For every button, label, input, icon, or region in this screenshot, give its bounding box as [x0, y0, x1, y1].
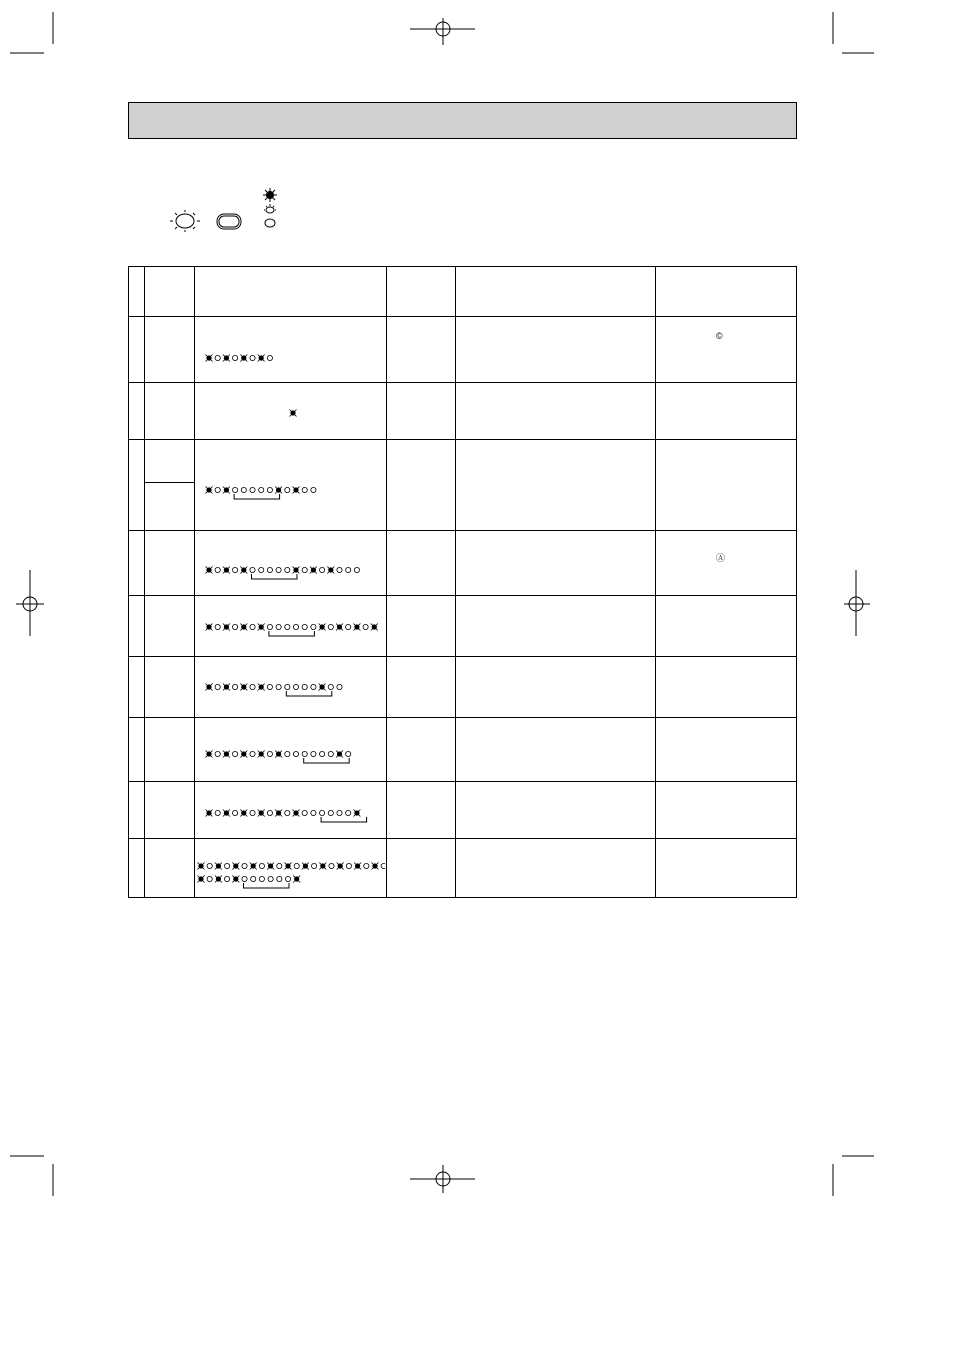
off-led-icon	[267, 624, 272, 629]
table-row	[129, 531, 797, 596]
blinking-led-icon	[215, 862, 222, 869]
header-time	[387, 267, 456, 317]
off-led-icon	[320, 567, 325, 572]
off-led-icon	[328, 751, 333, 756]
row-content	[456, 317, 656, 383]
brace-marker	[321, 817, 367, 822]
off-led-icon	[267, 355, 272, 360]
off-led-icon	[302, 684, 307, 689]
blinking-led-icon	[290, 409, 297, 416]
off-led-icon	[346, 624, 351, 629]
brace-marker	[269, 631, 315, 636]
off-led-icon	[311, 624, 316, 629]
blinking-led-icon	[240, 683, 247, 690]
off-led-icon	[328, 684, 333, 689]
led-pattern-icon	[195, 384, 385, 439]
indicator-diagnosis-table	[128, 266, 797, 898]
row-item	[145, 440, 195, 531]
brace-marker	[244, 883, 290, 888]
header-pattern	[195, 267, 387, 317]
off-led-icon	[337, 684, 342, 689]
off-led-icon	[267, 810, 272, 815]
off-led-icon	[311, 751, 316, 756]
row-remedy	[656, 531, 797, 596]
off-led-icon	[225, 863, 230, 868]
row-content	[456, 718, 656, 782]
off-led-icon	[215, 487, 220, 492]
off-led-icon	[207, 863, 212, 868]
off-led-icon	[276, 684, 281, 689]
blinking-lamp-icon	[170, 210, 200, 232]
row-pattern	[195, 531, 387, 596]
table-row	[129, 782, 797, 839]
off-led-icon	[285, 624, 290, 629]
off-led-icon	[285, 876, 290, 881]
blinking-led-icon	[258, 750, 265, 757]
off-led-icon	[311, 684, 316, 689]
row-time	[387, 596, 456, 657]
off-led-icon	[267, 751, 272, 756]
off-led-icon	[233, 810, 238, 815]
row-time	[387, 657, 456, 718]
row-time	[387, 531, 456, 596]
off-led-icon	[250, 624, 255, 629]
table-row	[129, 317, 797, 383]
off-led-icon	[337, 810, 342, 815]
off-led-icon	[346, 567, 351, 572]
blinking-led-icon	[223, 354, 230, 361]
off-led-icon	[259, 567, 264, 572]
blinking-led-icon	[206, 623, 213, 630]
off-led-icon	[241, 487, 246, 492]
blinking-led-icon	[293, 566, 300, 573]
blinking-led-icon	[240, 566, 247, 573]
blinking-led-icon	[206, 566, 213, 573]
blinking-led-icon	[353, 809, 360, 816]
row-content	[456, 839, 656, 898]
off-led-icon	[250, 567, 255, 572]
off-led-icon	[276, 624, 281, 629]
blinking-led-icon	[267, 862, 274, 869]
blinking-led-icon	[223, 809, 230, 816]
row-no	[129, 440, 145, 531]
row-no	[129, 383, 145, 440]
off-led-icon	[354, 567, 359, 572]
blinking-led-icon	[240, 750, 247, 757]
led-pattern-icon	[195, 597, 385, 656]
row-content	[456, 440, 656, 531]
off-led-icon	[328, 810, 333, 815]
blinking-led-icon	[319, 862, 326, 869]
blinking-led-icon	[327, 566, 334, 573]
row-no	[129, 718, 145, 782]
item-divider	[145, 482, 194, 483]
off-led-icon	[259, 487, 264, 492]
blinking-led-icon	[353, 623, 360, 630]
blinking-led-icon	[258, 683, 265, 690]
row-item	[145, 782, 195, 839]
off-led-icon	[250, 751, 255, 756]
row-remedy	[656, 596, 797, 657]
off-led-icon	[364, 863, 369, 868]
row-time	[387, 718, 456, 782]
blinking-led-icon	[337, 862, 344, 869]
row-remedy	[656, 839, 797, 898]
off-led-icon	[320, 810, 325, 815]
row-pattern	[195, 657, 387, 718]
blinking-led-icon	[319, 683, 326, 690]
off-led-icon	[215, 624, 220, 629]
legend-icons	[160, 185, 460, 235]
table-row	[129, 839, 797, 898]
led-pattern-icon	[195, 783, 385, 838]
row-remedy	[656, 718, 797, 782]
blinking-led-icon	[206, 809, 213, 816]
row-no	[129, 782, 145, 839]
row-no	[129, 596, 145, 657]
off-led-icon	[363, 624, 368, 629]
blinking-led-icon	[371, 623, 378, 630]
circled-a-mark: Ⓐ	[716, 553, 726, 563]
blinking-led-icon	[275, 486, 282, 493]
row-no	[129, 839, 145, 898]
row-pattern	[195, 383, 387, 440]
lamp-legend	[160, 185, 460, 235]
off-led-icon	[215, 810, 220, 815]
table-row	[129, 718, 797, 782]
off-led-icon	[267, 684, 272, 689]
blinking-led-icon	[206, 486, 213, 493]
off-led-icon	[320, 751, 325, 756]
blinking-led-icon	[372, 862, 379, 869]
row-pattern	[195, 839, 387, 898]
off-led-icon	[225, 876, 230, 881]
off-led-icon	[242, 876, 247, 881]
row-item	[145, 657, 195, 718]
brace-marker	[304, 758, 350, 763]
off-led-icon	[215, 751, 220, 756]
off-led-icon	[346, 810, 351, 815]
row-pattern	[195, 317, 387, 383]
off-led-icon	[215, 684, 220, 689]
blinking-led-icon	[285, 862, 292, 869]
off-led-icon	[276, 567, 281, 572]
row-time	[387, 839, 456, 898]
off-led-icon	[233, 487, 238, 492]
led-pattern-icon	[195, 719, 385, 781]
blinking-led-icon	[206, 750, 213, 757]
blinking-led-icon	[198, 862, 205, 869]
blinking-led-icon	[258, 623, 265, 630]
off-led-icon	[259, 876, 264, 881]
row-pattern	[195, 596, 387, 657]
header-content	[456, 267, 656, 317]
row-remedy	[656, 383, 797, 440]
off-led-icon	[302, 810, 307, 815]
blinking-led-icon	[198, 875, 205, 882]
off-led-icon	[302, 567, 307, 572]
row-time	[387, 782, 456, 839]
row-item	[145, 383, 195, 440]
blinking-led-icon	[293, 486, 300, 493]
row-content	[456, 657, 656, 718]
row-no	[129, 317, 145, 383]
off-led-icon	[268, 876, 273, 881]
off-led-icon	[328, 624, 333, 629]
off-led-icon	[302, 624, 307, 629]
off-led-icon	[233, 751, 238, 756]
off-led-icon	[242, 863, 247, 868]
off-led-icon	[250, 810, 255, 815]
row-no	[129, 657, 145, 718]
blinking-led-icon	[232, 862, 239, 869]
off-led-icon	[293, 751, 298, 756]
off-led-icon	[267, 567, 272, 572]
off-led-icon	[312, 863, 317, 868]
row-pattern	[195, 718, 387, 782]
blinking-led-icon	[302, 862, 309, 869]
table-row	[129, 596, 797, 657]
blinking-led-icon	[232, 875, 239, 882]
blinking-led-icon	[336, 750, 343, 757]
off-led-icon	[207, 876, 212, 881]
row-item	[145, 718, 195, 782]
off-led-icon	[293, 684, 298, 689]
brace-marker	[234, 494, 280, 499]
row-item	[145, 596, 195, 657]
off-led-icon	[329, 863, 334, 868]
row-pattern	[195, 782, 387, 839]
brace-marker	[252, 574, 298, 579]
off-led-icon	[233, 355, 238, 360]
row-remedy	[656, 657, 797, 718]
row-remedy	[656, 317, 797, 383]
brace-marker	[286, 691, 332, 696]
blinking-led-icon	[223, 750, 230, 757]
led-pattern-icon	[195, 441, 385, 530]
off-led-icon	[250, 487, 255, 492]
lamp-on-icon	[263, 188, 277, 202]
off-led-icon	[233, 684, 238, 689]
off-led-icon	[233, 624, 238, 629]
row-time	[387, 317, 456, 383]
off-led-icon	[285, 684, 290, 689]
blinking-led-icon	[206, 354, 213, 361]
row-no	[129, 531, 145, 596]
blinking-led-icon	[310, 566, 317, 573]
table-row	[129, 383, 797, 440]
off-led-icon	[311, 487, 316, 492]
off-led-icon	[346, 751, 351, 756]
off-led-icon	[233, 567, 238, 572]
row-pattern	[195, 440, 387, 531]
led-pattern-icon	[195, 532, 385, 595]
blinking-led-icon	[275, 809, 282, 816]
blinking-led-icon	[275, 750, 282, 757]
blinking-led-icon	[240, 809, 247, 816]
off-led-icon	[302, 751, 307, 756]
blinking-led-icon	[250, 862, 257, 869]
header-no	[129, 267, 145, 317]
off-led-icon	[251, 876, 256, 881]
off-led-icon	[285, 487, 290, 492]
led-pattern-icon	[195, 658, 385, 717]
off-led-icon	[215, 355, 220, 360]
blinking-led-icon	[336, 623, 343, 630]
row-remedy	[656, 440, 797, 531]
circled-c-mark: ©	[716, 331, 723, 341]
row-item	[145, 839, 195, 898]
off-led-icon	[337, 567, 342, 572]
row-content	[456, 383, 656, 440]
blinking-led-icon	[258, 809, 265, 816]
off-led-icon	[302, 487, 307, 492]
blinking-led-icon	[258, 354, 265, 361]
lamp-off-icon	[265, 219, 275, 227]
off-led-icon	[277, 876, 282, 881]
row-item	[145, 531, 195, 596]
lamp-blinking-small-icon	[264, 204, 276, 213]
blinking-led-icon	[240, 623, 247, 630]
blinking-led-icon	[293, 875, 300, 882]
blinking-led-icon	[223, 486, 230, 493]
off-led-icon	[259, 863, 264, 868]
off-led-icon	[250, 684, 255, 689]
lamp-outline-icon	[217, 214, 241, 229]
row-content	[456, 531, 656, 596]
row-content	[456, 782, 656, 839]
off-led-icon	[250, 355, 255, 360]
table-row	[129, 440, 797, 531]
row-time	[387, 440, 456, 531]
led-pattern-icon	[195, 318, 385, 382]
off-led-icon	[381, 863, 385, 868]
header-remedy	[656, 267, 797, 317]
header-item	[145, 267, 195, 317]
blinking-led-icon	[240, 354, 247, 361]
row-remedy	[656, 782, 797, 839]
blinking-led-icon	[354, 862, 361, 869]
off-led-icon	[267, 487, 272, 492]
blinking-led-icon	[223, 623, 230, 630]
blinking-led-icon	[223, 683, 230, 690]
section-header-band	[128, 102, 797, 139]
off-led-icon	[346, 863, 351, 868]
blinking-led-icon	[319, 623, 326, 630]
blinking-led-icon	[293, 809, 300, 816]
led-pattern-icon	[195, 840, 385, 897]
off-led-icon	[285, 567, 290, 572]
off-led-icon	[311, 810, 316, 815]
off-led-icon	[215, 567, 220, 572]
table-row	[129, 657, 797, 718]
blinking-led-icon	[215, 875, 222, 882]
row-time	[387, 383, 456, 440]
off-led-icon	[294, 863, 299, 868]
off-led-icon	[285, 751, 290, 756]
row-content	[456, 596, 656, 657]
table-header-row	[129, 267, 797, 317]
off-led-icon	[277, 863, 282, 868]
blinking-led-icon	[223, 566, 230, 573]
off-led-icon	[293, 624, 298, 629]
off-led-icon	[285, 810, 290, 815]
blinking-led-icon	[206, 683, 213, 690]
row-item	[145, 317, 195, 383]
